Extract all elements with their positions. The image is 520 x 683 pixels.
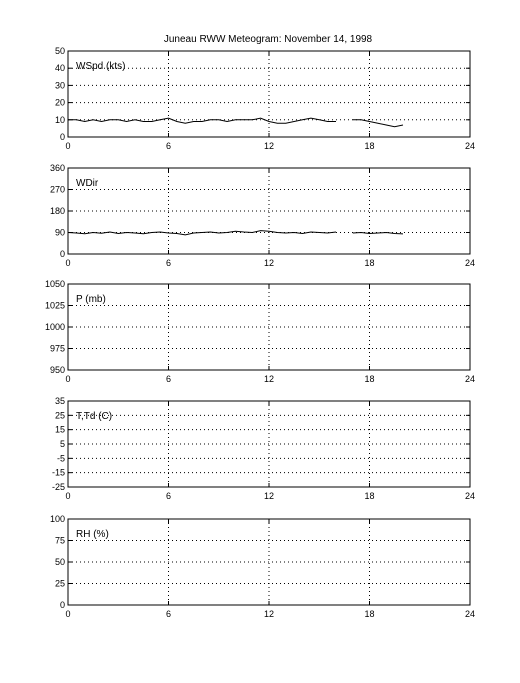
x-tick-label: 24 [464, 609, 476, 619]
y-tick-label: 20 [54, 97, 65, 108]
y-tick-label: 0 [59, 132, 65, 142]
x-tick-label: 0 [65, 609, 71, 619]
panel-wdir [50, 163, 475, 268]
x-tick-label: 12 [263, 141, 275, 151]
x-tick-label: 18 [364, 374, 375, 384]
y-tick-label: 975 [49, 343, 65, 354]
y-tick-label: 10 [54, 114, 65, 125]
panel-label: WDir [76, 178, 99, 189]
panel-label: P (mb) [76, 294, 106, 305]
y-tick-label: 50 [54, 557, 65, 567]
y-tick-label: 360 [49, 163, 65, 173]
y-tick-label: -15 [51, 467, 65, 478]
y-tick-label: 35 [54, 396, 65, 406]
x-tick-label: 24 [464, 491, 476, 501]
x-tick-label: 0 [65, 258, 71, 268]
y-tick-label: 270 [49, 184, 65, 195]
x-tick-label: 18 [364, 258, 375, 268]
x-tick-label: 0 [65, 374, 71, 384]
y-tick-label: 40 [54, 63, 65, 74]
panel-wspd [55, 46, 475, 151]
x-tick-label: 12 [263, 609, 275, 619]
x-tick-label: 12 [263, 491, 275, 501]
x-tick-label: 18 [364, 491, 375, 501]
panel-pressure [45, 279, 475, 384]
y-tick-label: 100 [49, 514, 65, 524]
x-tick-label: 24 [464, 141, 476, 151]
panels [45, 46, 475, 619]
y-tick-label: -5 [56, 453, 65, 464]
x-tick-label: 6 [165, 374, 172, 384]
panel-rh [50, 514, 475, 619]
x-tick-label: 12 [263, 258, 275, 268]
y-tick-label: 1025 [44, 300, 65, 311]
figure-title: Juneau RWW Meteogram: November 14, 1998 [163, 34, 373, 45]
x-tick-label: 6 [165, 609, 172, 619]
y-tick-label: 25 [54, 410, 65, 421]
y-tick-label: 180 [49, 206, 65, 216]
y-tick-label: 1000 [44, 322, 65, 332]
y-tick-label: 1050 [44, 279, 65, 289]
panel-temperature [52, 396, 475, 501]
panel-label: WSpd (kts) [76, 61, 126, 72]
y-tick-label: 25 [54, 578, 65, 589]
y-tick-label: 15 [54, 424, 65, 435]
y-tick-label: 0 [59, 249, 65, 259]
x-tick-label: 18 [364, 141, 375, 151]
x-tick-label: 6 [165, 491, 172, 501]
y-tick-label: 75 [54, 535, 65, 546]
x-tick-label: 0 [65, 491, 71, 501]
x-tick-label: 18 [364, 609, 375, 619]
x-tick-label: 6 [165, 258, 172, 268]
x-tick-label: 24 [464, 374, 476, 384]
x-tick-label: 6 [165, 141, 172, 151]
panel-label: T,Td (C) [76, 411, 113, 422]
y-tick-label: -25 [51, 482, 65, 492]
x-tick-label: 12 [263, 374, 275, 384]
y-tick-label: 0 [59, 600, 65, 610]
x-tick-label: 24 [464, 258, 476, 268]
y-tick-label: 90 [54, 227, 65, 238]
y-tick-label: 950 [49, 365, 65, 375]
panel-label: RH (%) [76, 529, 109, 540]
y-tick-label: 30 [54, 80, 65, 91]
y-tick-label: 5 [59, 439, 65, 449]
x-tick-label: 0 [65, 141, 71, 151]
y-tick-label: 50 [54, 46, 65, 56]
